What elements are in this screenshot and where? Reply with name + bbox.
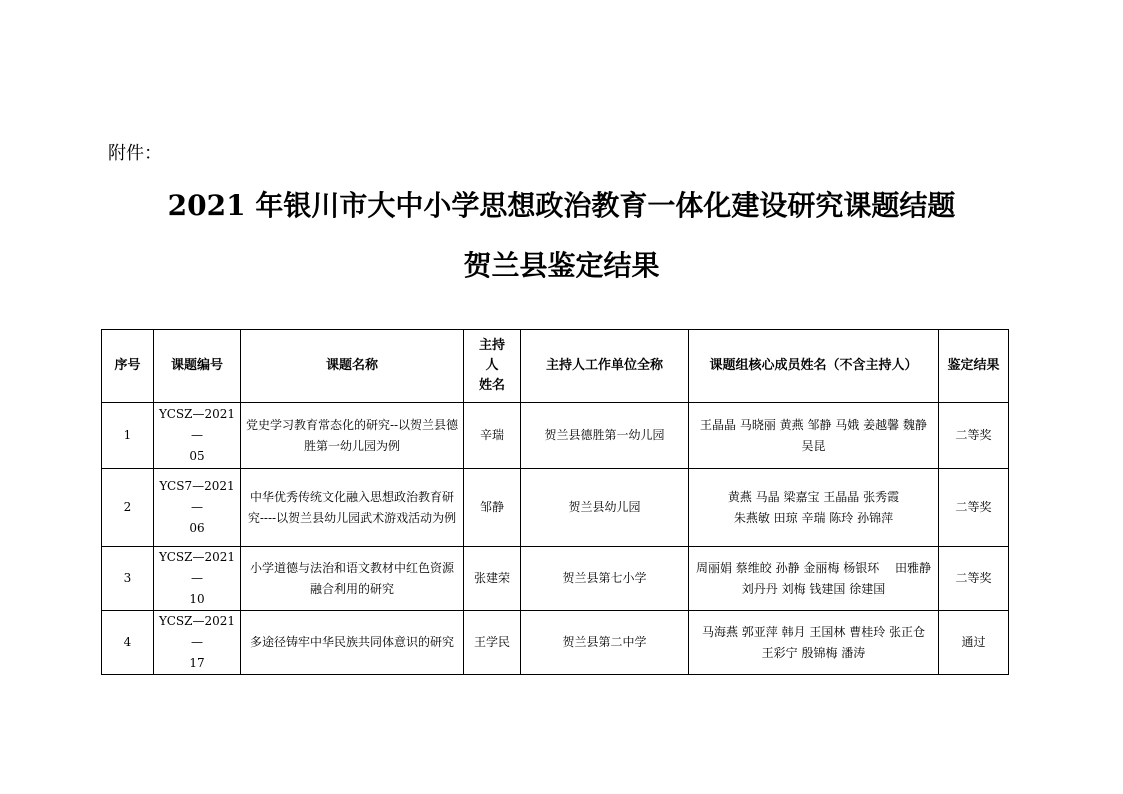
header-host bbox=[464, 330, 521, 403]
header-result: 鉴定结果 bbox=[939, 330, 1009, 403]
cell-result: 通过 bbox=[939, 611, 1009, 675]
table-row bbox=[102, 547, 1009, 611]
cell-result: 二等奖 bbox=[939, 403, 1009, 469]
cell-host: 王学民 bbox=[464, 611, 521, 675]
header-unit: 主持人工作单位全称 bbox=[521, 330, 689, 403]
cell-members-line2: 王彩宁 殷锦梅 潘涛 bbox=[761, 645, 866, 660]
cell-result: 二等奖 bbox=[939, 469, 1009, 547]
table-row bbox=[102, 403, 1009, 469]
cell-members bbox=[689, 469, 939, 547]
cell-members-line1: 马海燕 郭亚萍 韩月 王国林 曹桂玲 张正仓 bbox=[701, 624, 926, 639]
table-header-row bbox=[102, 330, 1009, 403]
cell-unit: 贺兰县幼儿园 bbox=[521, 469, 689, 547]
cell-name: 中华优秀传统文化融入思想政治教育研究----以贺兰县幼儿园武术游戏活动为例 bbox=[241, 469, 464, 547]
header-host-line1: 主持 bbox=[478, 338, 505, 353]
header-code: 课题编号 bbox=[154, 330, 241, 403]
cell-host: 张建荣 bbox=[464, 547, 521, 611]
cell-code-line2: 05 bbox=[189, 449, 205, 463]
cell-unit: 贺兰县德胜第一幼儿园 bbox=[521, 403, 689, 469]
cell-unit: 贺兰县第二中学 bbox=[521, 611, 689, 675]
header-members: 课题组核心成员姓名（不含主持人） bbox=[689, 330, 939, 403]
table-row bbox=[102, 469, 1009, 547]
cell-code bbox=[154, 403, 241, 469]
results-table bbox=[101, 329, 1009, 675]
cell-code-line1: YCSZ—2021— bbox=[159, 550, 235, 585]
header-host-line3: 姓名 bbox=[478, 378, 505, 393]
attachment-label: 附件： bbox=[108, 143, 162, 164]
cell-name: 多途径铸牢中华民族共同体意识的研究 bbox=[241, 611, 464, 675]
cell-result: 二等奖 bbox=[939, 547, 1009, 611]
cell-code-line2: 06 bbox=[189, 521, 205, 535]
cell-code-line1: YCS7—2021— bbox=[159, 479, 235, 514]
cell-code-line1: YCSZ—2021— bbox=[159, 614, 235, 649]
header-host-line2: 人 bbox=[485, 358, 499, 373]
cell-host: 辛瑞 bbox=[464, 403, 521, 469]
table-row bbox=[102, 611, 1009, 675]
cell-code-line2: 17 bbox=[189, 656, 205, 670]
cell-seq: 1 bbox=[102, 403, 154, 469]
cell-members bbox=[689, 611, 939, 675]
header-name: 课题名称 bbox=[241, 330, 464, 403]
document-title-line2: 贺兰县鉴定结果 bbox=[463, 249, 660, 282]
cell-members: 周丽娟 蔡维皎 孙静 金丽梅 杨银环 田雅静 刘丹丹 刘梅 钱建国 徐建国 bbox=[689, 547, 939, 611]
cell-members-line2: 朱燕敏 田琼 辛瑞 陈玲 孙锦萍 bbox=[733, 510, 894, 525]
cell-host: 邹静 bbox=[464, 469, 521, 547]
cell-name: 小学道德与法治和语文教材中红色资源融合利用的研究 bbox=[241, 547, 464, 611]
cell-code bbox=[154, 469, 241, 547]
cell-name: 党史学习教育常态化的研究--以贺兰县德胜第一幼儿园为例 bbox=[241, 403, 464, 469]
cell-code-line2: 10 bbox=[189, 592, 205, 606]
cell-members-line1: 黄燕 马晶 梁嘉宝 王晶晶 张秀霞 bbox=[727, 489, 900, 504]
cell-seq: 2 bbox=[102, 469, 154, 547]
document-title-line1: 2021 年银川市大中小学思想政治教育一体化建设研究课题结题 bbox=[167, 189, 956, 222]
cell-unit: 贺兰县第七小学 bbox=[521, 547, 689, 611]
cell-seq: 4 bbox=[102, 611, 154, 675]
cell-seq: 3 bbox=[102, 547, 154, 611]
cell-code-line1: YCSZ—2021— bbox=[159, 407, 235, 442]
cell-code bbox=[154, 547, 241, 611]
header-seq: 序号 bbox=[102, 330, 154, 403]
cell-members: 王晶晶 马晓丽 黄燕 邹静 马娥 姜越馨 魏静 吴昆 bbox=[689, 403, 939, 469]
cell-code bbox=[154, 611, 241, 675]
